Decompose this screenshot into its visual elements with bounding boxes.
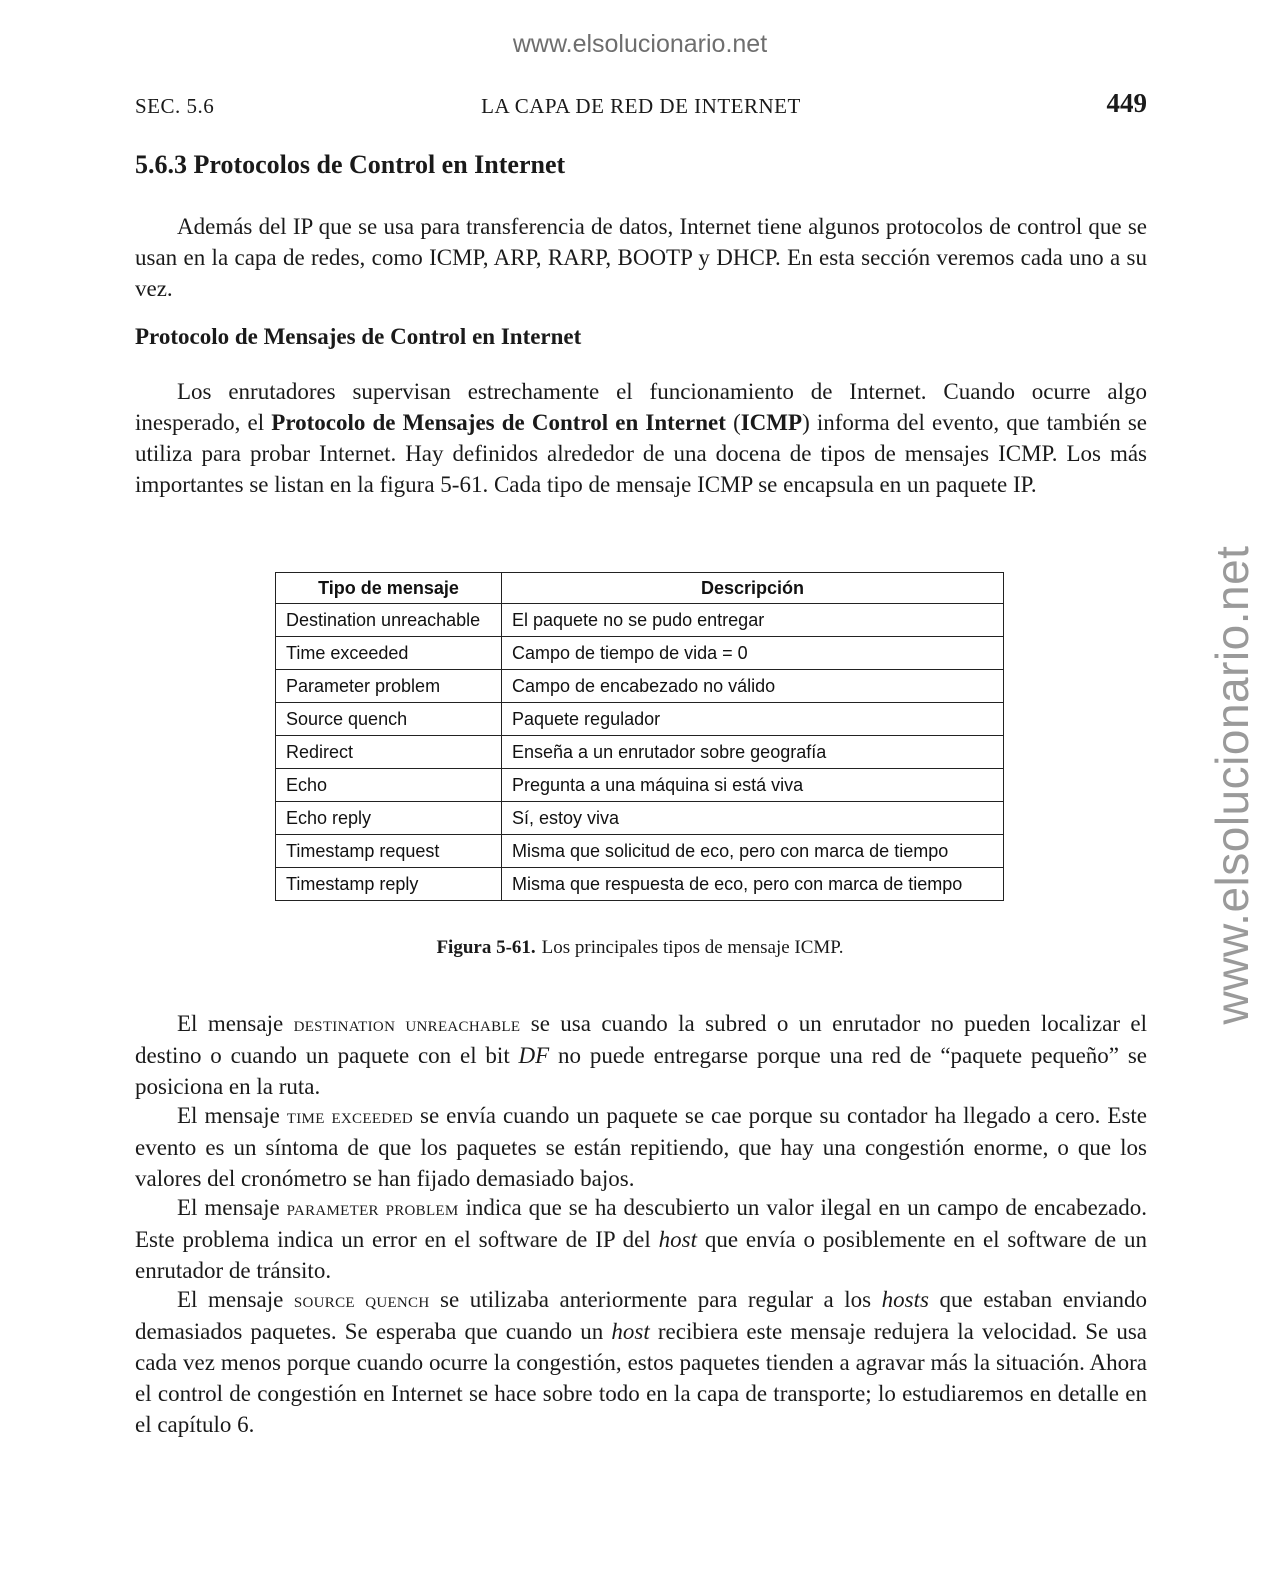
icmp-paragraph: Los enrutadores supervisan estrechamente el funcionamiento de Internet. Cuando ocurre algo inesperado, el Protocolo de Mensajes de Control en Internet (ICMP) informa del evento, que también se utiliza para probar Internet. Hay definidos alrededor de una docena de tipos de mensajes ICMP. Los más importantes se listan en la figura 5-61. Cada tipo de mensaje ICMP se encapsula en un paquete IP. — [135, 379, 1147, 497]
message-type: Timestamp request — [276, 835, 502, 868]
chapter-title: LA CAPA DE RED DE INTERNET — [481, 94, 801, 118]
message-name: parameter problem — [286, 1196, 459, 1220]
message-description: Campo de encabezado no válido — [502, 670, 1004, 703]
intro-paragraph: Además del IP que se usa para transferencia de datos, Internet tiene algunos protocolos de control que se usan en la capa de redes, como ICMP, ARP, RARP, BOOTP y DHCP. En esta sección veremos cada uno a su vez. — [135, 214, 1147, 301]
section-title: 5.6.3 Protocolos de Control en Internet — [135, 150, 566, 179]
message-type: Parameter problem — [276, 670, 502, 703]
message-name: destination unreachable — [293, 1012, 521, 1036]
message-description: Misma que respuesta de eco, pero con marca de tiempo — [502, 868, 1004, 901]
paragraph-time-exceeded: El mensaje time exceeded se envía cuando un paquete se cae porque su contador ha llegado a cero. Este evento es un síntoma de que los paquetes se están repitiendo, que hay una congestión enorme, o que los valores del cronómetro se han fijado demasiado bajos. — [135, 1103, 1147, 1191]
table-row — [276, 670, 1004, 703]
message-name: time exceeded — [286, 1104, 414, 1128]
message-description: Enseña a un enrutador sobre geografía — [502, 736, 1004, 769]
message-type: Time exceeded — [276, 637, 502, 670]
icmp-message-table — [275, 572, 1004, 901]
message-description: Misma que solicitud de eco, pero con marca de tiempo — [502, 835, 1004, 868]
table-row — [276, 868, 1004, 901]
icmp-term: Protocolo de Mensajes de Control en Internet — [271, 410, 726, 435]
paragraph-parameter-problem: El mensaje parameter problem indica que se ha descubierto un valor ilegal en un campo de encabezado. Este problema indica un error en el software de IP del host que envía o posiblemente en el software de un enrutador de tránsito. — [135, 1195, 1148, 1283]
message-name: source quench — [293, 1288, 430, 1312]
figure-caption-text: Los principales tipos de mensaje ICMP. — [541, 937, 844, 958]
running-head — [135, 90, 1147, 124]
message-type: Echo reply — [276, 802, 502, 835]
table-header-row — [276, 573, 1004, 604]
page-number: 449 — [1106, 88, 1147, 118]
table-row — [276, 637, 1004, 670]
icmp-acronym: ICMP — [740, 410, 803, 435]
message-type: Destination unreachable — [276, 604, 502, 637]
table-row — [276, 736, 1004, 769]
section-number: SEC. 5.6 — [135, 94, 215, 118]
message-type: Echo — [276, 769, 502, 802]
message-description: Campo de tiempo de vida = 0 — [502, 637, 1004, 670]
column-header: Tipo de mensaje — [276, 573, 502, 604]
table-row — [276, 802, 1004, 835]
watermark-top: www.elsolucionario.net — [512, 30, 768, 58]
message-description: Pregunta a una máquina si está viva — [502, 769, 1004, 802]
figure-caption — [0, 937, 1280, 959]
table-row — [276, 604, 1004, 637]
figure-label: Figura 5-61. — [436, 937, 536, 958]
subheading: Protocolo de Mensajes de Control en Internet — [135, 324, 582, 349]
message-type: Source quench — [276, 703, 502, 736]
message-description: El paquete no se pudo entregar — [502, 604, 1004, 637]
column-header: Descripción — [502, 573, 1004, 604]
table-row — [276, 703, 1004, 736]
message-description: Sí, estoy viva — [502, 802, 1004, 835]
message-description: Paquete regulador — [502, 703, 1004, 736]
table-row — [276, 769, 1004, 802]
paragraph-destination-unreachable: El mensaje destination unreachable se usa cuando la subred o un enrutador no pueden localizar el destino o cuando un paquete con el bit DF no puede entregarse porque una red de “paquete pequeño” se posiciona en la ruta. — [135, 1011, 1147, 1099]
message-type: Timestamp reply — [276, 868, 502, 901]
table-row — [276, 835, 1004, 868]
watermark-side: www.elsolucionario.net — [1206, 545, 1258, 1025]
paragraph-source-quench: El mensaje source quench se utilizaba anteriormente para regular a los hosts que estaban enviando demasiados paquetes. Se esperaba que cuando un host recibiera este mensaje redujera la velocidad. Se usa cada vez menos porque cuando ocurre la congestión, estos paquetes tienden a agravar más la situación. Ahora el control de congestión en Internet se hace sobre todo en la capa de transporte; lo estudiaremos en detalle en el capítulo 6. — [135, 1287, 1148, 1437]
message-type: Redirect — [276, 736, 502, 769]
